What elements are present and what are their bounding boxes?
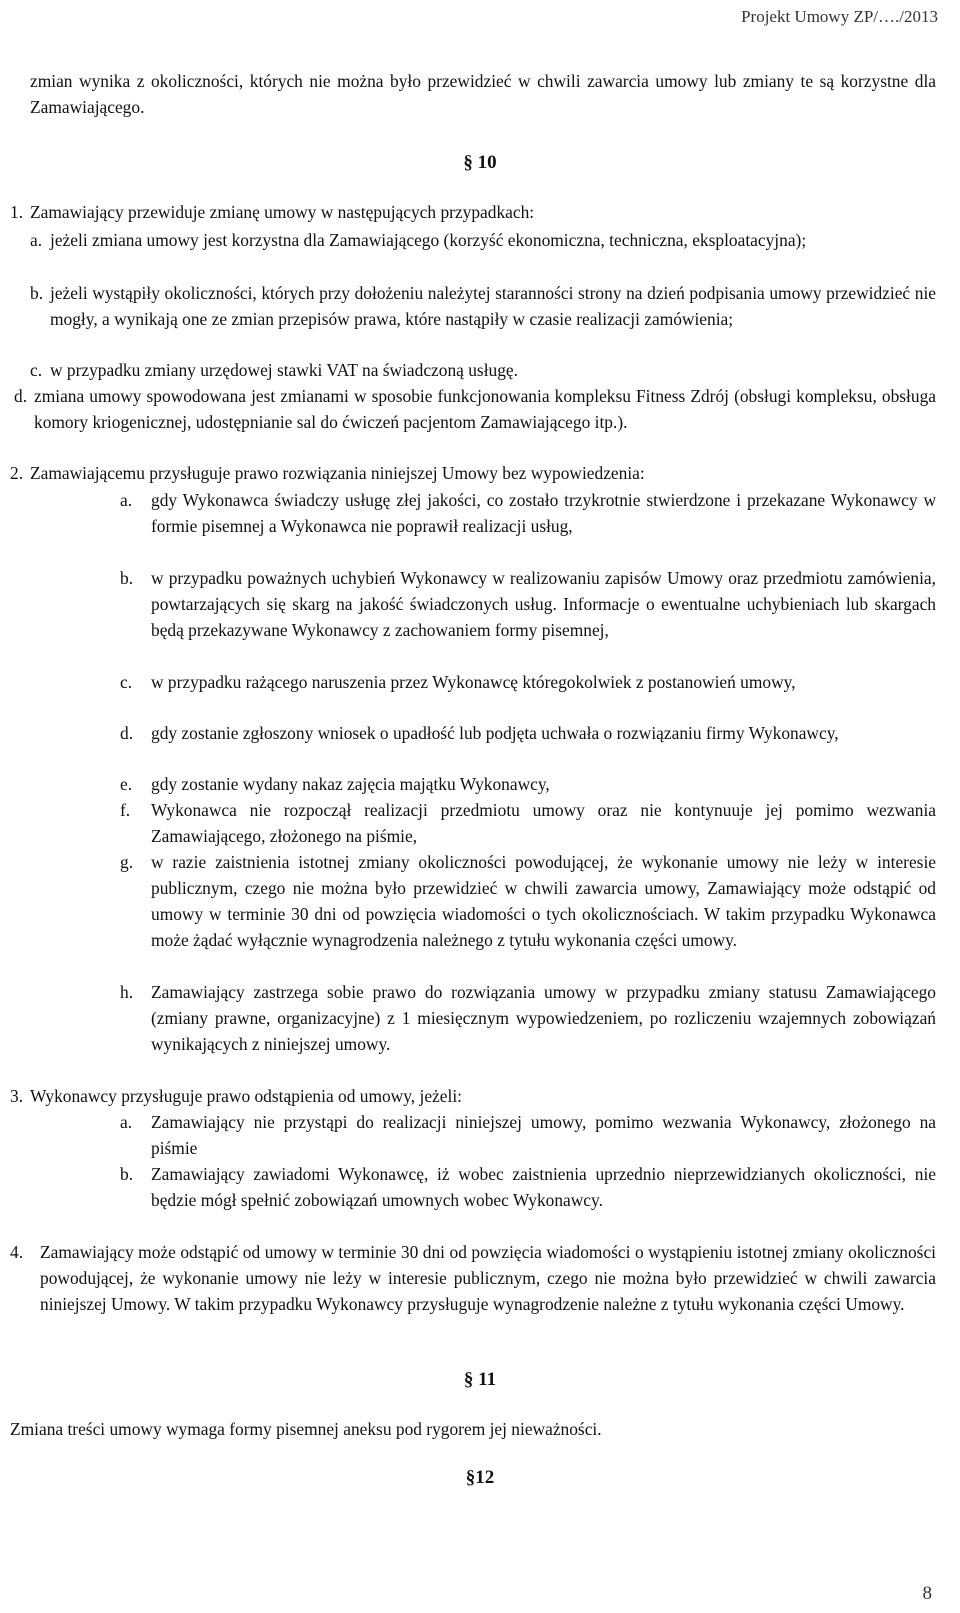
p1-item-d-text: zmiana umowy spowodowana jest zmianami w sposobie funkcjonowania kompleksu Fitness Zdrój (obsługi kompleksu, obsługa komory kriogenicznej, udostępnianie sal do ćwiczeń pacjentom Zamawiającego itp.).: [34, 386, 936, 432]
paragraph-2-marker: 2.: [10, 463, 24, 483]
paragraph-4-marker: 4.: [10, 1242, 24, 1262]
p3-item-a-text: Zamawiający nie przystąpi do realizacji niniejszej umowy, pomimo wezwania Wykonawcy, złożonego na piśmie: [151, 1112, 936, 1158]
section-10-heading: § 10: [463, 152, 497, 173]
section-11-heading: § 11: [463, 1369, 497, 1390]
section-12-heading: §12: [465, 1467, 495, 1488]
section-11-text: Zmiana treści umowy wymaga formy pisemnej aneksu pod rygorem jej nieważności.: [10, 1419, 602, 1439]
p2-item-f-text: Wykonawca nie rozpoczął realizacji przedmiotu umowy oraz nie kontynuuje jej pomimo wezwania Zamawiającego, złożonego na piśmie,: [151, 800, 936, 846]
p1-item-a-marker: a.: [30, 230, 43, 250]
page-number: 8: [922, 1583, 932, 1604]
p1-item-c-text: w przypadku zmiany urzędowej stawki VAT na świadczoną usługę.: [50, 360, 518, 380]
p2-item-g-text: w razie zaistnienia istotnej zmiany okoliczności powodującej, że wykonanie umowy nie leży w interesie publicznym, czego nie można było przewidzieć w chwili zawarcia umowy, Zamawiający może odstąpić od umowy w terminie 30 dni od powzięcia wiadomości o tych okolicznościach. W takim przypadku Wykonawca może żądać wyłącznie wynagrodzenia należnego z tytułu wykonania części umowy.: [151, 852, 936, 950]
p2-item-a-text: gdy Wykonawca świadczy usługę złej jakości, co zostało trzykrotnie stwierdzone i przekazane Wykonawcy w formie pisemnej a Wykonawca nie poprawił realizacji usług,: [151, 490, 936, 536]
p2-item-a-marker: a.: [120, 490, 133, 510]
p2-item-e-marker: e.: [120, 774, 133, 794]
p2-item-h-marker: h.: [120, 982, 134, 1002]
p2-item-c-marker: c.: [120, 672, 133, 692]
p2-item-g-marker: g.: [120, 852, 134, 872]
p1-item-b-marker: b.: [30, 283, 44, 303]
p2-item-d-text: gdy zostanie zgłoszony wniosek o upadłość lub podjęta uchwała o rozwiązaniu firmy Wykonawcy,: [151, 723, 839, 743]
p2-item-b-text: w przypadku poważnych uchybień Wykonawcy w realizowaniu zapisów Umowy oraz przedmiotu zamówienia, powtarzających się skarg na jakość świadczonych usług. Informacje o ewentualne uchybieniach lub skargach będą przekazywane Wykonawcy z zachowaniem formy pisemnej,: [151, 568, 936, 640]
p3-item-b-marker: b.: [120, 1164, 134, 1184]
paragraph-2-text: Zamawiającemu przysługuje prawo rozwiązania niniejszej Umowy bez wypowiedzenia:: [30, 463, 645, 483]
paragraph-3-text: Wykonawcy przysługuje prawo odstąpienia od umowy, jeżeli:: [30, 1086, 462, 1106]
paragraph-1-marker: 1.: [10, 202, 24, 222]
p3-item-b-text: Zamawiający zawiadomi Wykonawcę, iż wobec zaistnienia uprzednio nieprzewidzianych okoliczności, nie będzie mógł spełnić zobowiązań umownych wobec Wykonawcy.: [151, 1164, 936, 1210]
paragraph-1-text: Zamawiający przewiduje zmianę umowy w następujących przypadkach:: [30, 202, 535, 222]
project-reference: Projekt Umowy ZP/…./2013: [741, 7, 938, 26]
p3-item-a-marker: a.: [120, 1112, 133, 1132]
p1-item-c-marker: c.: [30, 360, 43, 380]
p1-item-a-text: jeżeli zmiana umowy jest korzystna dla Zamawiającego (korzyść ekonomiczna, techniczna, eksploatacyjna);: [50, 230, 807, 250]
p1-item-d-marker: d.: [14, 386, 28, 406]
p2-item-c-text: w przypadku rażącego naruszenia przez Wykonawcę któregokolwiek z postanowień umowy,: [151, 672, 796, 692]
p2-item-h-text: Zamawiający zastrzega sobie prawo do rozwiązania umowy w przypadku zmiany statusu Zamawiającego (zmiany prawne, organizacyjne) z 1 miesięcznym wypowiedzeniem, po rozliczeniu wzajemnych zobowiązań wynikających z niniejszej umowy.: [151, 982, 936, 1054]
p1-item-b-text: jeżeli wystąpiły okoliczności, których przy dołożeniu należytej staranności strony na dzień podpisania umowy przewidzieć nie mogły, a wynikają one ze zmian przepisów prawa, które nastąpiły w czasie realizacji zamówienia;: [50, 283, 936, 329]
p2-item-d-marker: d.: [120, 723, 134, 743]
intro-paragraph: zmian wynika z okoliczności, których nie można było przewidzieć w chwili zawarcia umowy lub zmiany te są korzystne dla Zamawiającego.: [30, 71, 936, 117]
paragraph-4-text: Zamawiający może odstąpić od umowy w terminie 30 dni od powzięcia wiadomości o wystąpieniu istotnej zmiany okoliczności powodującej, że wykonanie umowy nie leży w interesie publicznym, czego nie można było przewidzieć w chwili zawarcia niniejszej Umowy. W takim przypadku Wykonawcy przysługuje wynagrodzenie należne z tytułu wykonania części Umowy.: [40, 1242, 936, 1314]
paragraph-3-marker: 3.: [10, 1086, 24, 1106]
p2-item-b-marker: b.: [120, 568, 134, 588]
p2-item-f-marker: f.: [120, 800, 131, 820]
p2-item-e-text: gdy zostanie wydany nakaz zajęcia majątku Wykonawcy,: [151, 774, 550, 794]
